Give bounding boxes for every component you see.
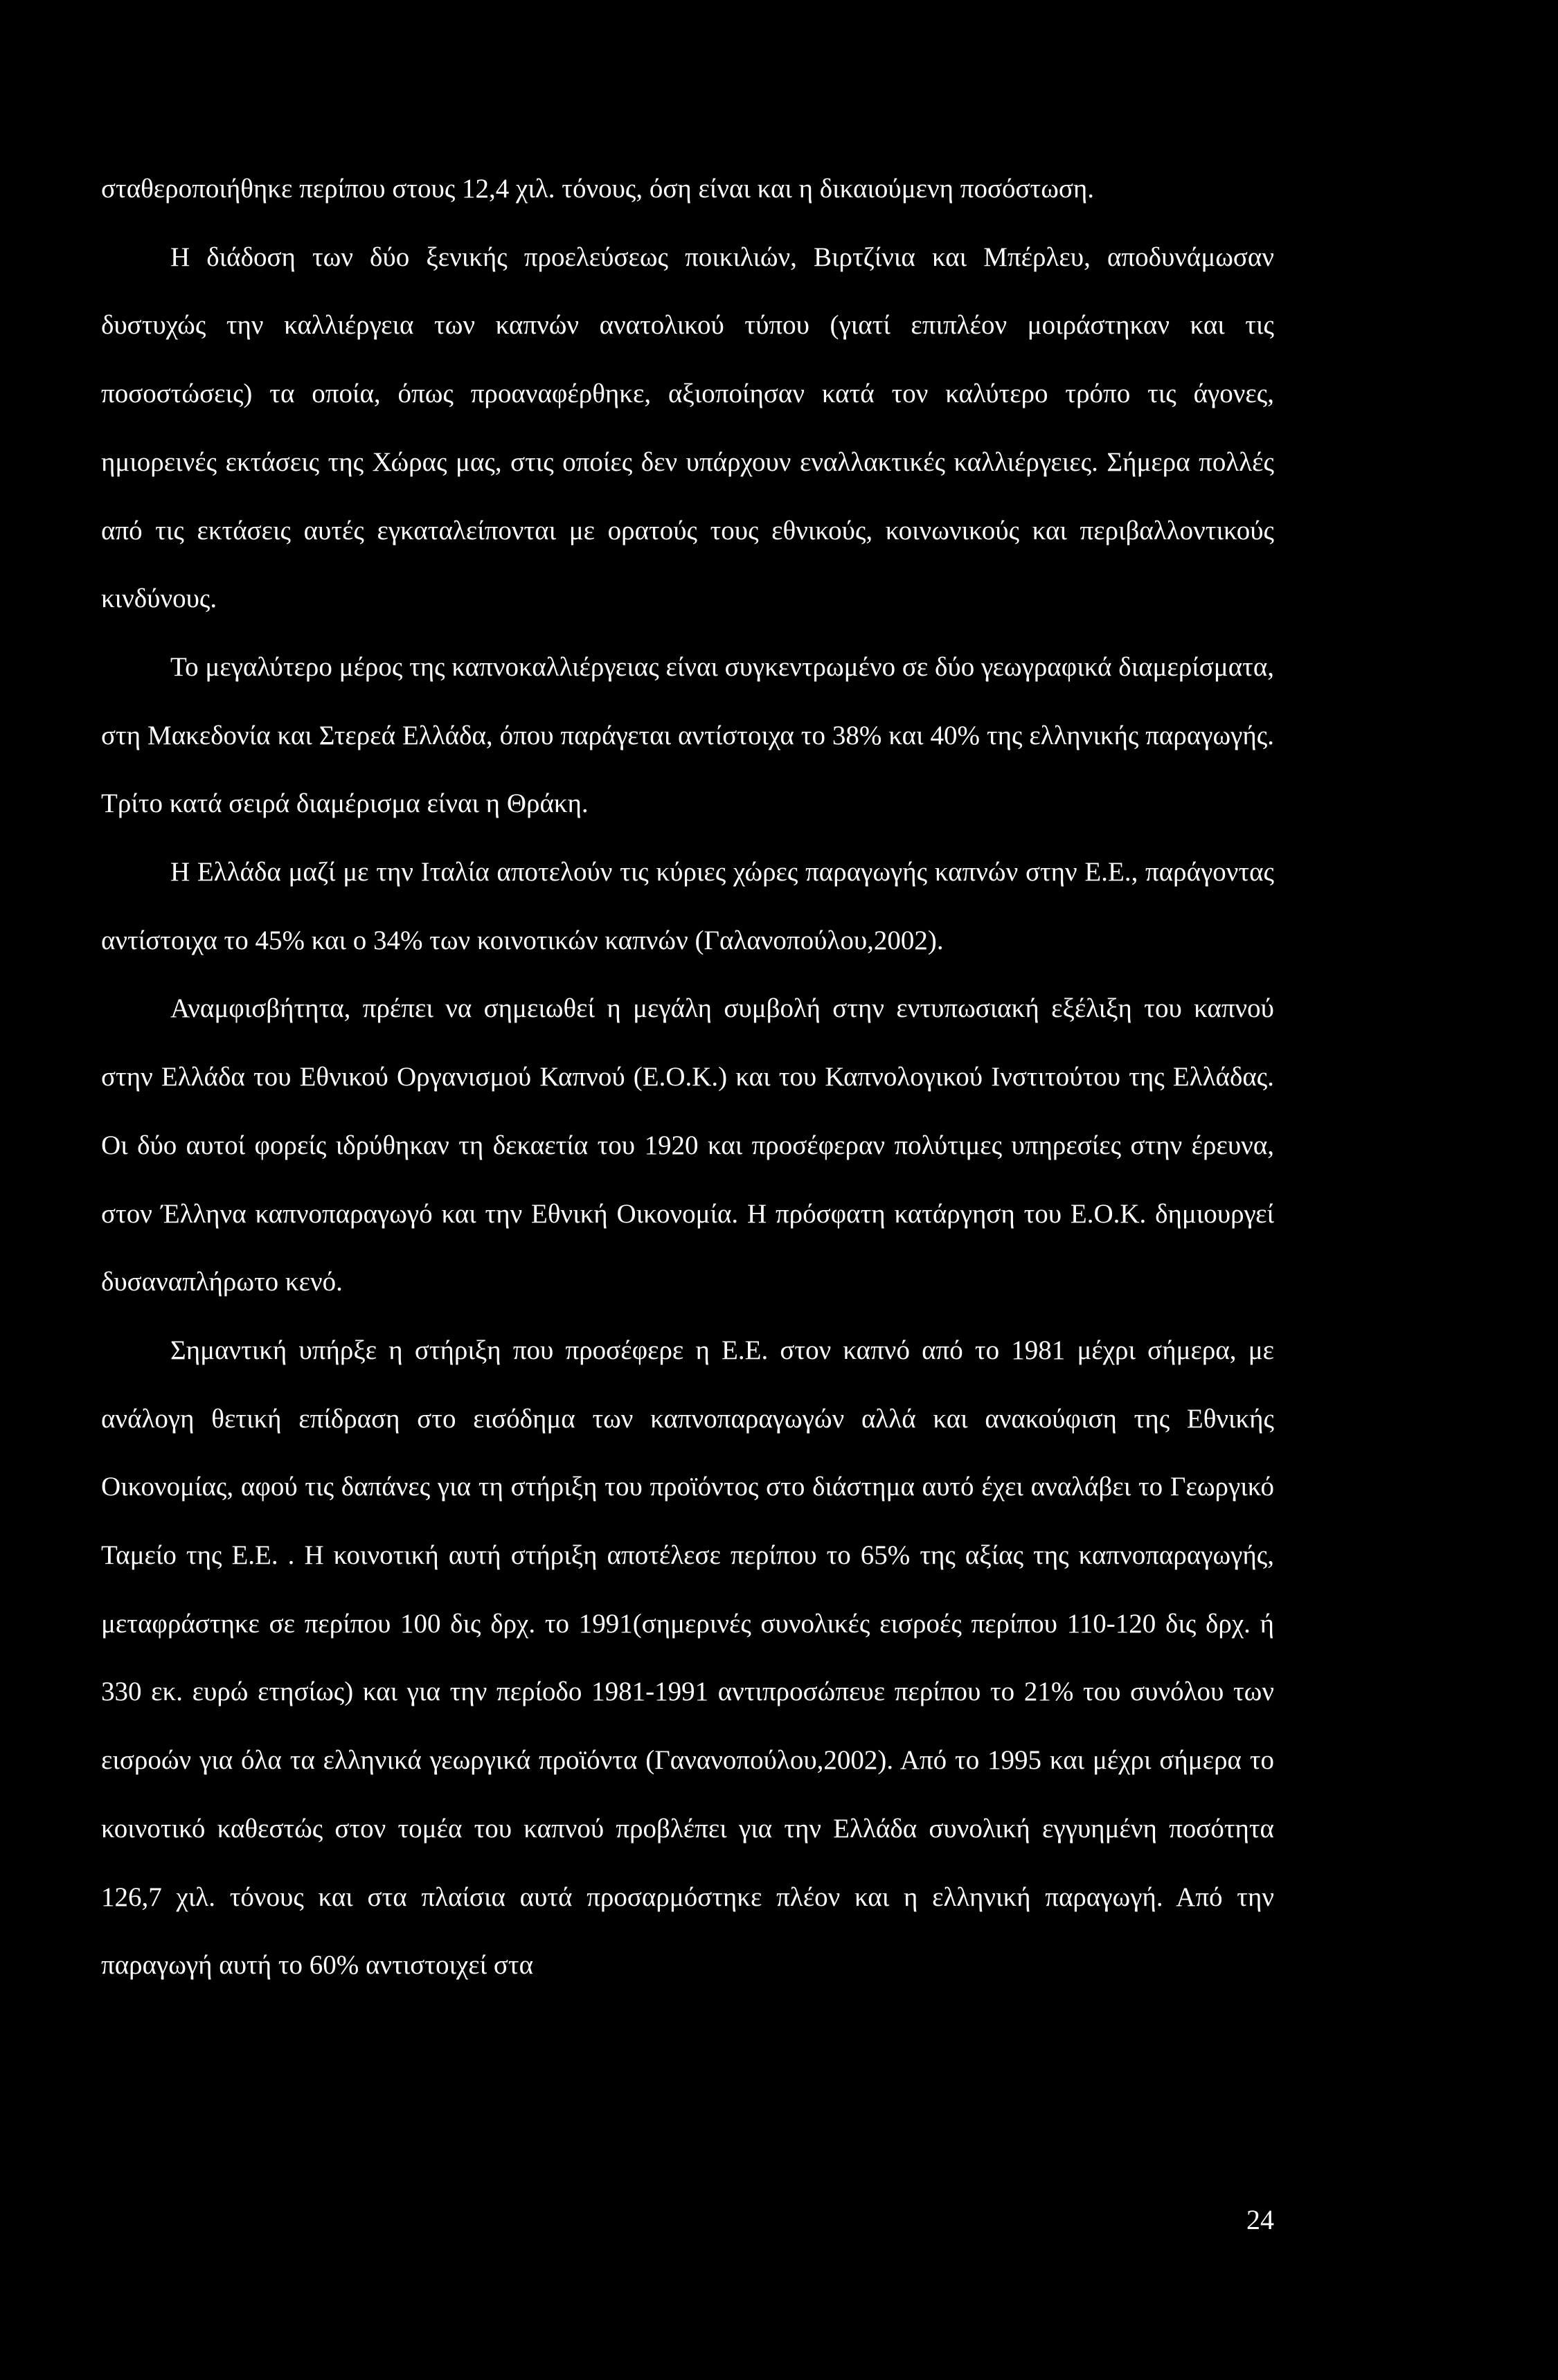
page-number: 24	[1246, 2204, 1274, 2235]
paragraph: Η διάδοση των δύο ξενικής προελεύσεως ποικιλιών, Βιρτζίνια και Μπέρλευ, αποδυνάμωσαν δυστυχώς την καλλιέργεια των καπνών ανατολικού τύπου (γιατί επιπλέον μοιράστηκαν και τις ποσοστώσεις) τα οποία, όπως προαναφέρθηκε, αξιοποίησαν κατά τον καλύτερο τρόπο τις άγονες, ημιορεινές εκτάσεις της Χώρας μας, στις οποίες δεν υπάρχουν εναλλακτικές καλλιέργειες. Σήμερα πολλές από τις εκτάσεις αυτές εγκαταλείπονται με ορατούς τους εθνικούς, κοινωνικούς και περιβαλλοντικούς κινδύνους.	[101, 242, 1274, 614]
paragraph: Αναμφισβήτητα, πρέπει να σημειωθεί η μεγάλη συμβολή στην εντυπωσιακή εξέλιξη του καπνού στην Ελλάδα του Εθνικού Οργανισμού Καπνού (Ε.Ο.Κ.) και του Καπνολογικού Ινστιτούτου της Ελλάδας. Οι δύο αυτοί φορείς ιδρύθηκαν τη δεκαετία του 1920 και προσέφεραν πολύτιμες υπηρεσίες στην έρευνα, στον Έλληνα καπνοπαραγωγό και την Εθνική Οικονομία. Η πρόσφατη κατάργηση του Ε.Ο.Κ. δημιουργεί δυσαναπλήρωτο κενό.	[101, 993, 1274, 1297]
paragraph: Το μεγαλύτερο μέρος της καπνοκαλλιέργειας είναι συγκεντρωμένο σε δύο γεωγραφικά διαμερίσματα, στη Μακεδονία και Στερεά Ελλάδα, όπου παράγεται αντίστοιχα το 38% και 40% της ελληνικής παραγωγής. Τρίτο κατά σειρά διαμέρισμα είναι η Θράκη.	[101, 651, 1274, 819]
paragraph: σταθεροποιήθηκε περίπου στους 12,4 χιλ. τόνους, όση είναι και η δικαιούμενη ποσόστωση.	[101, 174, 1095, 204]
paragraph: Σημαντική υπήρξε η στήριξη που προσέφερε η Ε.Ε. στον καπνό από το 1981 μέχρι σήμερα, με ανάλογη θετική επίδραση στο εισόδημα των καπνοπαραγωγών αλλά και ανακούφιση της Εθνικής Οικονομίας, αφού τις δαπάνες για τη στήριξη του προϊόντος στο διάστημα αυτό έχει αναλάβει το Γεωργικό Ταμείο της Ε.Ε. . Η κοινοτική αυτή στήριξη αποτέλεσε περίπου το 65% της αξίας της καπνοπαραγωγής, μεταφράστηκε σε περίπου 100 δις δρχ. το 1991(σημερινές συνολικές εισροές περίπου 110-120 δις δρχ. ή 330 εκ. ευρώ ετησίως) και για την περίοδο 1981-1991 αντιπροσώπευε περίπου το 21% του συνόλου των εισροών για όλα τα ελληνικά γεωργικά προϊόντα (Γανανοπούλου,2002). Από το 1995 και μέχρι σήμερα το κοινοτικό καθεστώς στον τομέα του καπνού προβλέπει για την Ελλάδα συνολική εγγυημένη ποσότητα 126,7 χιλ. τόνους και στα πλαίσια αυτά προσαρμόστηκε πλέον και η ελληνική παραγωγή. Από την παραγωγή αυτή το 60% αντιστοιχεί στα	[101, 1335, 1274, 1981]
paragraph: Η Ελλάδα μαζί με την Ιταλία αποτελούν τις κύριες χώρες παραγωγής καπνών στην Ε.Ε., παράγοντας αντίστοιχα το 45% και ο 34% των κοινοτικών καπνών (Γαλανοπούλου,2002).	[101, 857, 1274, 955]
body-text	[101, 155, 1274, 2000]
